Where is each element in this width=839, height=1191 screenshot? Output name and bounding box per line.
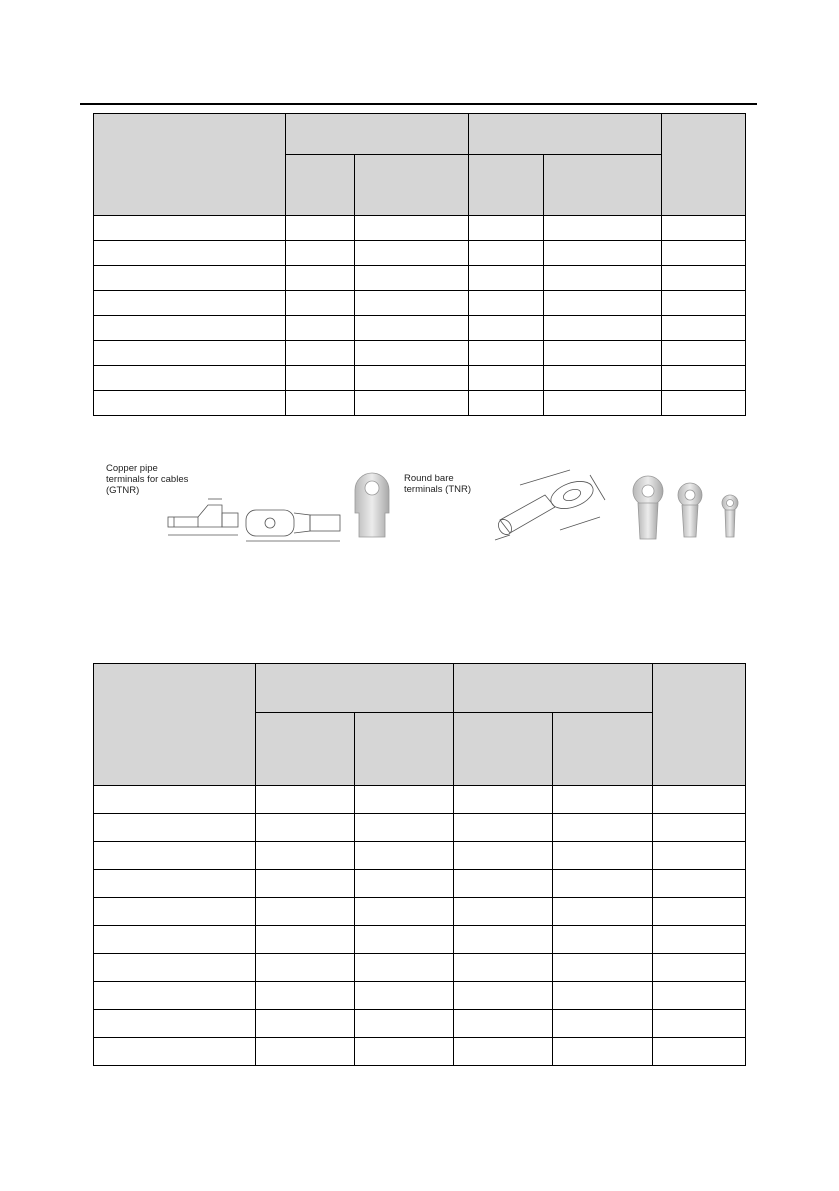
caption-line: (GTNR) xyxy=(106,485,140,496)
table-cell xyxy=(653,870,746,898)
header-cell xyxy=(454,713,553,786)
table-cell xyxy=(94,366,286,391)
table-cell xyxy=(553,814,653,842)
table-cell xyxy=(662,391,746,416)
table-cell xyxy=(454,814,553,842)
table-cell xyxy=(355,1038,454,1066)
table-cell xyxy=(355,814,454,842)
table-cell xyxy=(653,954,746,982)
table-row xyxy=(94,216,746,241)
table-cell xyxy=(544,391,662,416)
table-cell xyxy=(662,241,746,266)
table-cell xyxy=(355,982,454,1010)
table-cell xyxy=(256,842,355,870)
table-row xyxy=(94,1010,746,1038)
header-cell xyxy=(256,664,454,713)
cable-table-2 xyxy=(93,663,746,1066)
caption-line: Round bare xyxy=(404,473,454,484)
caption-line: Copper pipe xyxy=(106,463,158,474)
table-cell xyxy=(454,1038,553,1066)
table-cell xyxy=(286,391,355,416)
table-cell xyxy=(544,291,662,316)
table-cell xyxy=(662,291,746,316)
table-cell xyxy=(286,266,355,291)
table-cell xyxy=(553,842,653,870)
table-row xyxy=(94,266,746,291)
table-row xyxy=(94,786,746,814)
table-row xyxy=(94,1038,746,1066)
gtnr-photo xyxy=(355,473,389,537)
table-cell xyxy=(454,1010,553,1038)
tnr-photo-large xyxy=(633,476,663,539)
table-row xyxy=(94,870,746,898)
table-row xyxy=(94,898,746,926)
table-cell xyxy=(355,291,469,316)
table-cell xyxy=(355,216,469,241)
table-cell xyxy=(469,366,544,391)
table-cell xyxy=(653,842,746,870)
table-cell xyxy=(454,982,553,1010)
table-cell xyxy=(553,926,653,954)
header-cell xyxy=(355,713,454,786)
table-cell xyxy=(256,814,355,842)
table-cell xyxy=(553,982,653,1010)
table-row xyxy=(94,391,746,416)
table-cell xyxy=(355,341,469,366)
table-cell xyxy=(653,1038,746,1066)
table-cell xyxy=(653,814,746,842)
table-cell xyxy=(355,1010,454,1038)
table-cell xyxy=(662,216,746,241)
table-cell xyxy=(256,1010,355,1038)
terminal-drawings xyxy=(100,455,745,550)
header-rule xyxy=(80,103,757,105)
table-cell xyxy=(94,954,256,982)
table-cell xyxy=(94,291,286,316)
table-cell xyxy=(653,786,746,814)
table-cell xyxy=(469,391,544,416)
table-cell xyxy=(94,266,286,291)
table-cell xyxy=(355,266,469,291)
table-cell xyxy=(94,216,286,241)
table-cell xyxy=(94,898,256,926)
gtnr-top-drawing xyxy=(246,510,340,541)
table-cell xyxy=(662,266,746,291)
table-cell xyxy=(94,341,286,366)
table-cell xyxy=(355,926,454,954)
table-cell xyxy=(662,341,746,366)
table-cell xyxy=(454,898,553,926)
table-cell xyxy=(286,316,355,341)
table-cell xyxy=(454,926,553,954)
header-cell xyxy=(662,114,746,216)
table-cell xyxy=(553,954,653,982)
terminal-figure xyxy=(100,455,745,550)
table-cell xyxy=(355,842,454,870)
header-cell xyxy=(256,713,355,786)
table-cell xyxy=(469,241,544,266)
table-cell xyxy=(662,316,746,341)
table-cell xyxy=(256,1038,355,1066)
table-cell xyxy=(256,786,355,814)
table-body xyxy=(94,786,746,1066)
table-cell xyxy=(469,216,544,241)
table-cell xyxy=(94,842,256,870)
table-cell xyxy=(653,1010,746,1038)
caption-line: terminals for cables xyxy=(106,474,189,485)
table-cell xyxy=(544,366,662,391)
tnr-photo-medium xyxy=(678,483,702,537)
table-cell xyxy=(94,241,286,266)
table-cell xyxy=(544,341,662,366)
header-cell xyxy=(544,155,662,216)
header-cell xyxy=(469,114,662,155)
table-cell xyxy=(94,814,256,842)
table-cell xyxy=(544,241,662,266)
table-cell xyxy=(94,1010,256,1038)
table-cell xyxy=(469,291,544,316)
table-cell xyxy=(94,1038,256,1066)
table-row xyxy=(94,241,746,266)
table-cell xyxy=(94,926,256,954)
table-cell xyxy=(454,870,553,898)
table-row xyxy=(94,982,746,1010)
table-cell xyxy=(553,1038,653,1066)
table-cell xyxy=(653,898,746,926)
header-cell xyxy=(355,155,469,216)
table-row xyxy=(94,954,746,982)
table-cell xyxy=(355,870,454,898)
header-cell xyxy=(286,114,469,155)
table-cell xyxy=(256,898,355,926)
header-cell xyxy=(454,664,653,713)
table-row xyxy=(94,842,746,870)
table-cell xyxy=(553,786,653,814)
table-cell xyxy=(653,926,746,954)
table-cell xyxy=(544,216,662,241)
table-cell xyxy=(662,366,746,391)
table-cell xyxy=(553,870,653,898)
table-cell xyxy=(286,216,355,241)
table-row xyxy=(94,291,746,316)
cable-table-1 xyxy=(93,113,746,416)
tnr-photo-small xyxy=(722,495,738,537)
table-cell xyxy=(286,241,355,266)
table-cell xyxy=(454,786,553,814)
table-cell xyxy=(256,870,355,898)
table-body xyxy=(94,216,746,416)
table-cell xyxy=(544,266,662,291)
table-row xyxy=(94,814,746,842)
table-cell xyxy=(94,391,286,416)
table-cell xyxy=(355,316,469,341)
table-cell xyxy=(355,366,469,391)
table-cell xyxy=(653,982,746,1010)
table-cell xyxy=(256,926,355,954)
table-cell xyxy=(469,266,544,291)
table-cell xyxy=(355,241,469,266)
table-cell xyxy=(544,316,662,341)
table-cell xyxy=(355,954,454,982)
gtnr-side-drawing xyxy=(168,499,238,535)
table-cell xyxy=(256,954,355,982)
table-cell xyxy=(94,316,286,341)
caption-line: terminals (TNR) xyxy=(404,484,472,495)
table-cell xyxy=(94,786,256,814)
table-row xyxy=(94,366,746,391)
table-cell xyxy=(355,786,454,814)
header-cell xyxy=(553,713,653,786)
table-cell xyxy=(286,291,355,316)
tnr-drawing xyxy=(495,470,605,540)
table-cell xyxy=(469,341,544,366)
table-cell xyxy=(94,982,256,1010)
table-cell xyxy=(454,954,553,982)
header-cell xyxy=(94,664,256,786)
table-row xyxy=(94,926,746,954)
table-cell xyxy=(286,341,355,366)
table-row xyxy=(94,341,746,366)
table-cell xyxy=(553,898,653,926)
table-cell xyxy=(469,316,544,341)
table-cell xyxy=(286,366,355,391)
table-cell xyxy=(94,870,256,898)
header-cell xyxy=(653,664,746,786)
table-cell xyxy=(355,898,454,926)
header-cell xyxy=(286,155,355,216)
table-cell xyxy=(553,1010,653,1038)
table-cell xyxy=(454,842,553,870)
table-cell xyxy=(256,982,355,1010)
header-cell xyxy=(94,114,286,216)
table-row xyxy=(94,316,746,341)
table-cell xyxy=(355,391,469,416)
header-cell xyxy=(469,155,544,216)
